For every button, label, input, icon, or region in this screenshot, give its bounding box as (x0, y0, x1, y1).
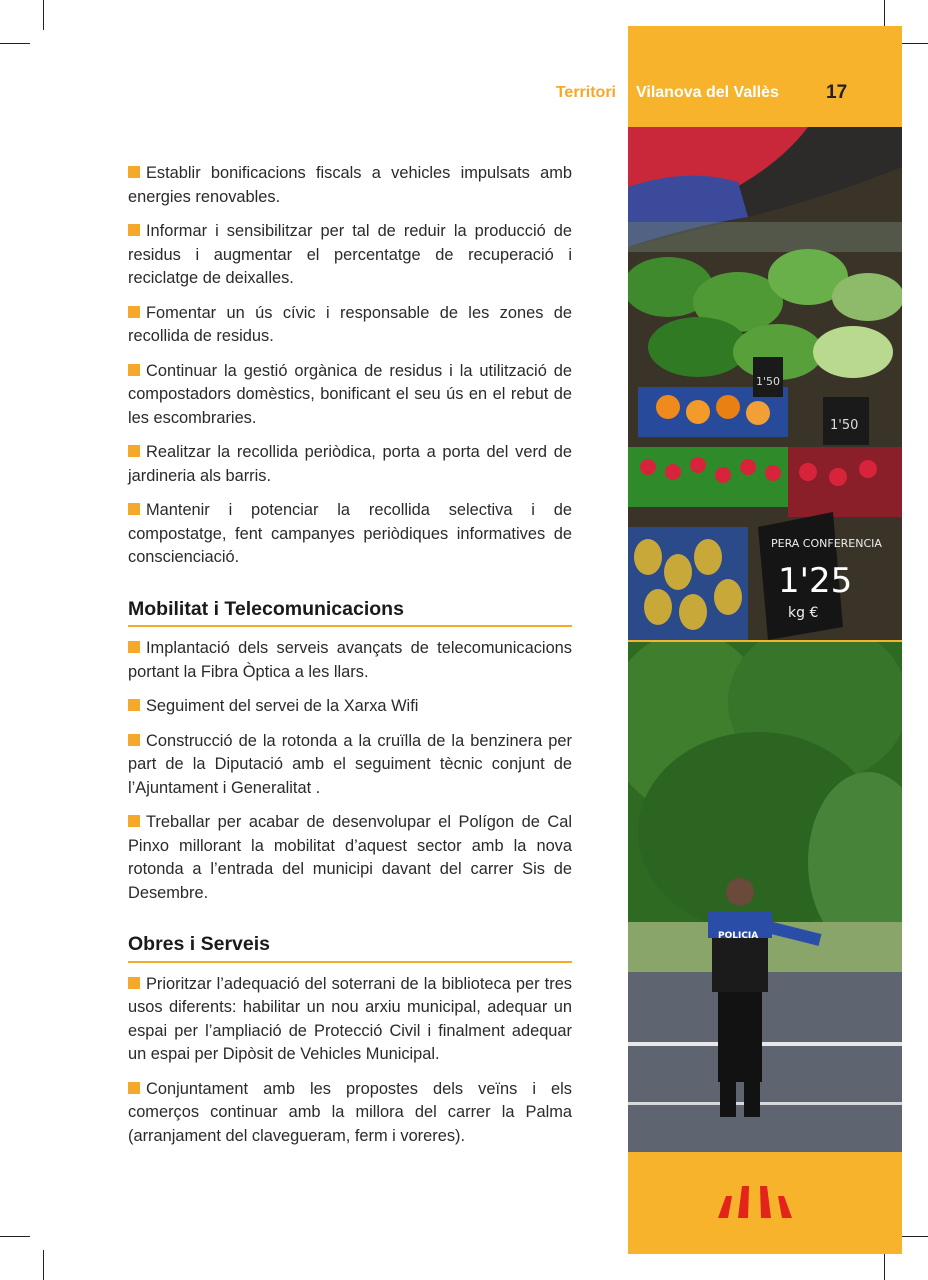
crop-mark (0, 1236, 30, 1237)
page-number: 17 (826, 82, 848, 103)
town-label: Vilanova del Vallès (636, 84, 779, 101)
bullet-square-icon (128, 503, 140, 515)
crop-mark (43, 1250, 44, 1280)
bullet-square-icon (128, 815, 140, 827)
list-item: Seguiment del servei de la Xarxa Wifi (128, 695, 572, 719)
crop-mark (43, 0, 44, 30)
section-heading-works: Obres i Serveis (128, 933, 572, 963)
market-price-unit: kg € (788, 605, 819, 621)
bullet-square-icon (128, 1082, 140, 1094)
section-heading-mobility: Mobilitat i Telecomunicacions (128, 598, 572, 628)
crop-mark (0, 43, 30, 44)
party-logo-icon (718, 1178, 792, 1218)
market-price-small-2: 1'50 (830, 418, 859, 433)
bullet-square-icon (128, 977, 140, 989)
bullet-square-icon (128, 699, 140, 711)
list-item: Realitzar la recollida periòdica, porta a porta del verd de jardineria als barris. (128, 443, 572, 485)
bullet-square-icon (128, 306, 140, 318)
bullet-square-icon (128, 224, 140, 236)
section-label: Territori (555, 84, 616, 101)
list-item: Construcció de la rotonda a la cruïlla de la benzinera per part de la Diputació amb el seguiment tècnic conjunt de l’Ajuntament i Generalitat . (128, 731, 572, 797)
market-photo (628, 127, 902, 640)
list-item: Implantació dels serveis avançats de telecomunicacions portant la Fibra Òptica a les llars. (128, 639, 572, 681)
police-photo (628, 642, 902, 1152)
list-item: Continuar la gestió orgànica de residus i la utilització de compostadors domèstics, bonificant el seu ús en el rebut de les escombraries. (128, 361, 572, 427)
list-item: Prioritzar l’adequació del soterrani de la biblioteca per tres usos diferents: habilitar un nou arxiu municipal, adequar un espai per l’ampliació de Protecció Civil i finalment adequar un espai per Dipòsit de Vehicles Municipal. (128, 974, 572, 1063)
police-label: POLICIA (718, 931, 759, 941)
crop-mark (884, 1250, 885, 1280)
list-item: Conjuntament amb les propostes dels veïns i els comerços continuar amb la millora del carrer la Palma (arranjament del clavegueram, ferm i voreres). (128, 1079, 572, 1145)
list-item: Fomentar un ús cívic i responsable de les zones de recollida de residus. (128, 303, 572, 345)
list-item: Informar i sensibilitzar per tal de reduir la producció de residus i augmentar el percentatge de recuperació i reciclatge de deixalles. (128, 222, 572, 287)
list-item: Establir bonificacions fiscals a vehicles impulsats amb energies renovables. (128, 164, 572, 206)
market-price-small: 1'50 (756, 375, 781, 388)
bullet-square-icon (128, 364, 140, 376)
list-item: Mantenir i potenciar la recollida selectiva i de compostatge, fent campanyes periòdiques informatives de conscienciació. (128, 501, 572, 566)
main-content (128, 162, 572, 1159)
bullet-square-icon (128, 734, 140, 746)
market-sign-text: PERA CONFERENCIA (771, 537, 882, 550)
market-price: 1'25 (778, 561, 853, 601)
crop-mark (898, 1236, 928, 1237)
bullet-square-icon (128, 445, 140, 457)
list-item: Treballar per acabar de desenvolupar el Polígon de Cal Pinxo millorant la mobilitat d’aquest sector amb la nova rotonda a l’entrada del municipi davant del carrer Sis de Desembre. (128, 813, 572, 902)
bullet-square-icon (128, 641, 140, 653)
bullet-square-icon (128, 166, 140, 178)
crop-mark (898, 43, 928, 44)
